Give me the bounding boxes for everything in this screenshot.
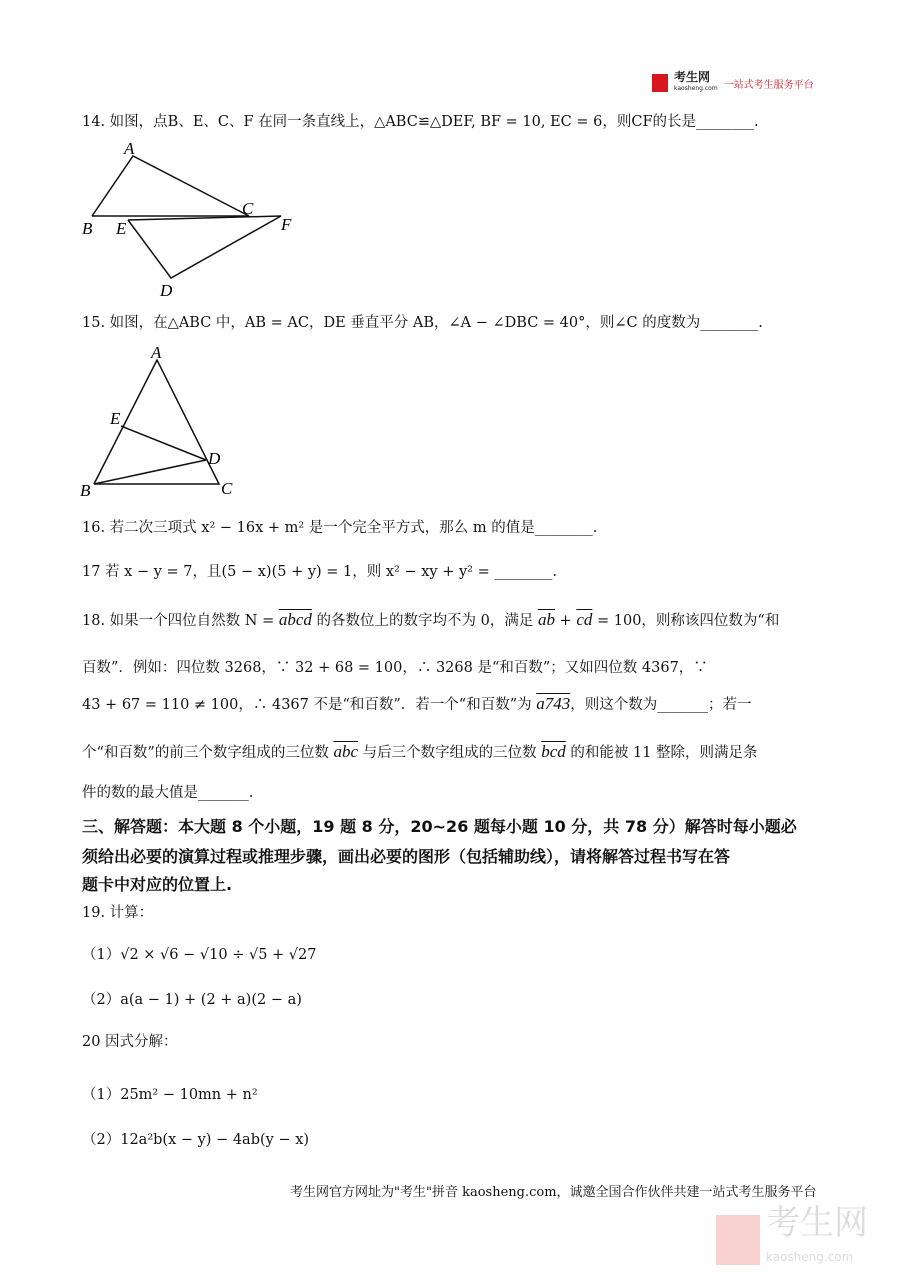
label-a: A (151, 343, 162, 362)
text-line (82, 311, 763, 332)
text-line (82, 1128, 309, 1149)
text-segment: （2）a(a − 1) + (2 + a)(2 − a) (82, 992, 302, 1008)
label-f: F (281, 215, 292, 234)
text-segment: 百数”．例如：四位数 3268，∵ 32 + 68 = 100，∴ 3268 是“和百数”；又如四位数 4367，∵ (82, 660, 708, 676)
text-segment: 17 若 x − y = 7，且(5 − x)(5 + y) = 1，则 x² − xy + y² = ________. (82, 564, 557, 580)
label-c: C (242, 199, 254, 218)
text-segment: 18. 如果一个四位自然数 N = (82, 613, 279, 629)
overline-number: $\overline{ab}$ (537, 610, 555, 629)
overline-number: $\overline{cd}$ (576, 610, 593, 629)
text-line (82, 943, 316, 964)
label-e: E (116, 219, 127, 238)
text-line (82, 872, 232, 895)
label-e: E (110, 409, 121, 428)
text-line (82, 814, 797, 837)
text-segment: + (554, 613, 577, 629)
text-line (82, 741, 758, 762)
watermark-domain: kaosheng.com (766, 1250, 854, 1264)
text-segment: 个“和百数”的前三个数字组成的三位数 (82, 745, 334, 761)
text-line (82, 656, 708, 677)
section-heading: 须给出必要的演算过程或推理步骤，画出必要的图形（包括辅助线），请将解答过程书写在答 (82, 847, 731, 866)
watermark-brand: 考生网 (766, 1203, 868, 1243)
section-heading: 三、解答题：本大题 8 个小题，19 题 8 分，20~26 题每小题 10 分，共 78 分）解答时每小题必 (82, 817, 797, 836)
text-segment: 16. 若二次三项式 x² − 16x + m² 是一个完全平方式，那么 m 的值是________. (82, 520, 598, 536)
watermark-logo-icon (716, 1215, 760, 1265)
label-c: C (221, 479, 233, 497)
watermark (716, 1203, 868, 1272)
overline-number: $\overline{abc}$ (333, 742, 358, 761)
text-segment: 的各数位上的数字均不为 0，满足 (311, 613, 538, 629)
label-a: A (124, 139, 135, 158)
text-segment: 14. 如图，点B、E、C、F 在同一条直线上，△ABC≌△DEF, BF = 10, EC = 6，则CF的长是________. (82, 114, 759, 130)
footer-text: 考生网官方网址为"考生"拼音 kaosheng.com，诚邀全国合作伙伴共建一站式考生服务平台 (290, 1185, 817, 1200)
figure-14 (76, 138, 306, 303)
text-line (82, 988, 302, 1009)
text-segment: 43 + 67 = 110 ≠ 100，∴ 4367 不是“和百数”．若一个“和百数”为 (82, 697, 537, 713)
text-line (82, 693, 752, 714)
text-segment: 20 因式分解： (82, 1034, 178, 1050)
logo-icon (652, 74, 668, 92)
section-heading: 题卡中对应的位置上. (82, 875, 233, 894)
label-b: B (82, 219, 93, 238)
header-logo (652, 72, 814, 94)
text-segment: （1）√2 × √6 − √10 ÷ √5 + √27 (82, 947, 317, 963)
label-d: D (160, 281, 173, 300)
overline-number: $\overline{bcd}$ (541, 742, 566, 761)
text-line (82, 1083, 258, 1104)
text-segment: （2）12a²b(x − y) − 4ab(y − x) (82, 1132, 310, 1148)
text-segment: （1）25m² − 10mn + n² (82, 1087, 258, 1103)
text-line (82, 901, 153, 922)
logo-slogan: 一站式考生服务平台 (723, 79, 814, 91)
text-line (82, 609, 779, 630)
text-line (82, 1030, 178, 1051)
text-segment: 19. 计算： (82, 905, 154, 921)
overline-number: abcd (278, 610, 312, 629)
text-line (82, 844, 730, 867)
logo-brand: 考生网 (674, 70, 711, 84)
text-segment: ，则这个数为_______；若一 (570, 697, 752, 713)
text-line (82, 516, 597, 537)
text-line (82, 110, 759, 131)
label-d: D (208, 449, 221, 468)
text-segment: 件的数的最大值是_______. (82, 785, 254, 801)
logo-domain: kaosheng.com (674, 85, 718, 92)
overline-number: a743 (536, 694, 571, 713)
text-segment: 的和能被 11 整除，则满足条 (565, 745, 758, 761)
label-b: B (80, 481, 91, 497)
text-segment: 与后三个数字组成的三位数 (357, 745, 542, 761)
text-line (82, 560, 557, 581)
text-line (82, 781, 253, 802)
text-segment: = 100，则称该四位数为“和 (592, 613, 780, 629)
text-segment: 15. 如图，在△ABC 中，AB = AC，DE 垂直平分 AB，∠A − ∠DBC = 40°，则∠C 的度数为________. (82, 315, 763, 331)
figure-15 (76, 342, 246, 497)
